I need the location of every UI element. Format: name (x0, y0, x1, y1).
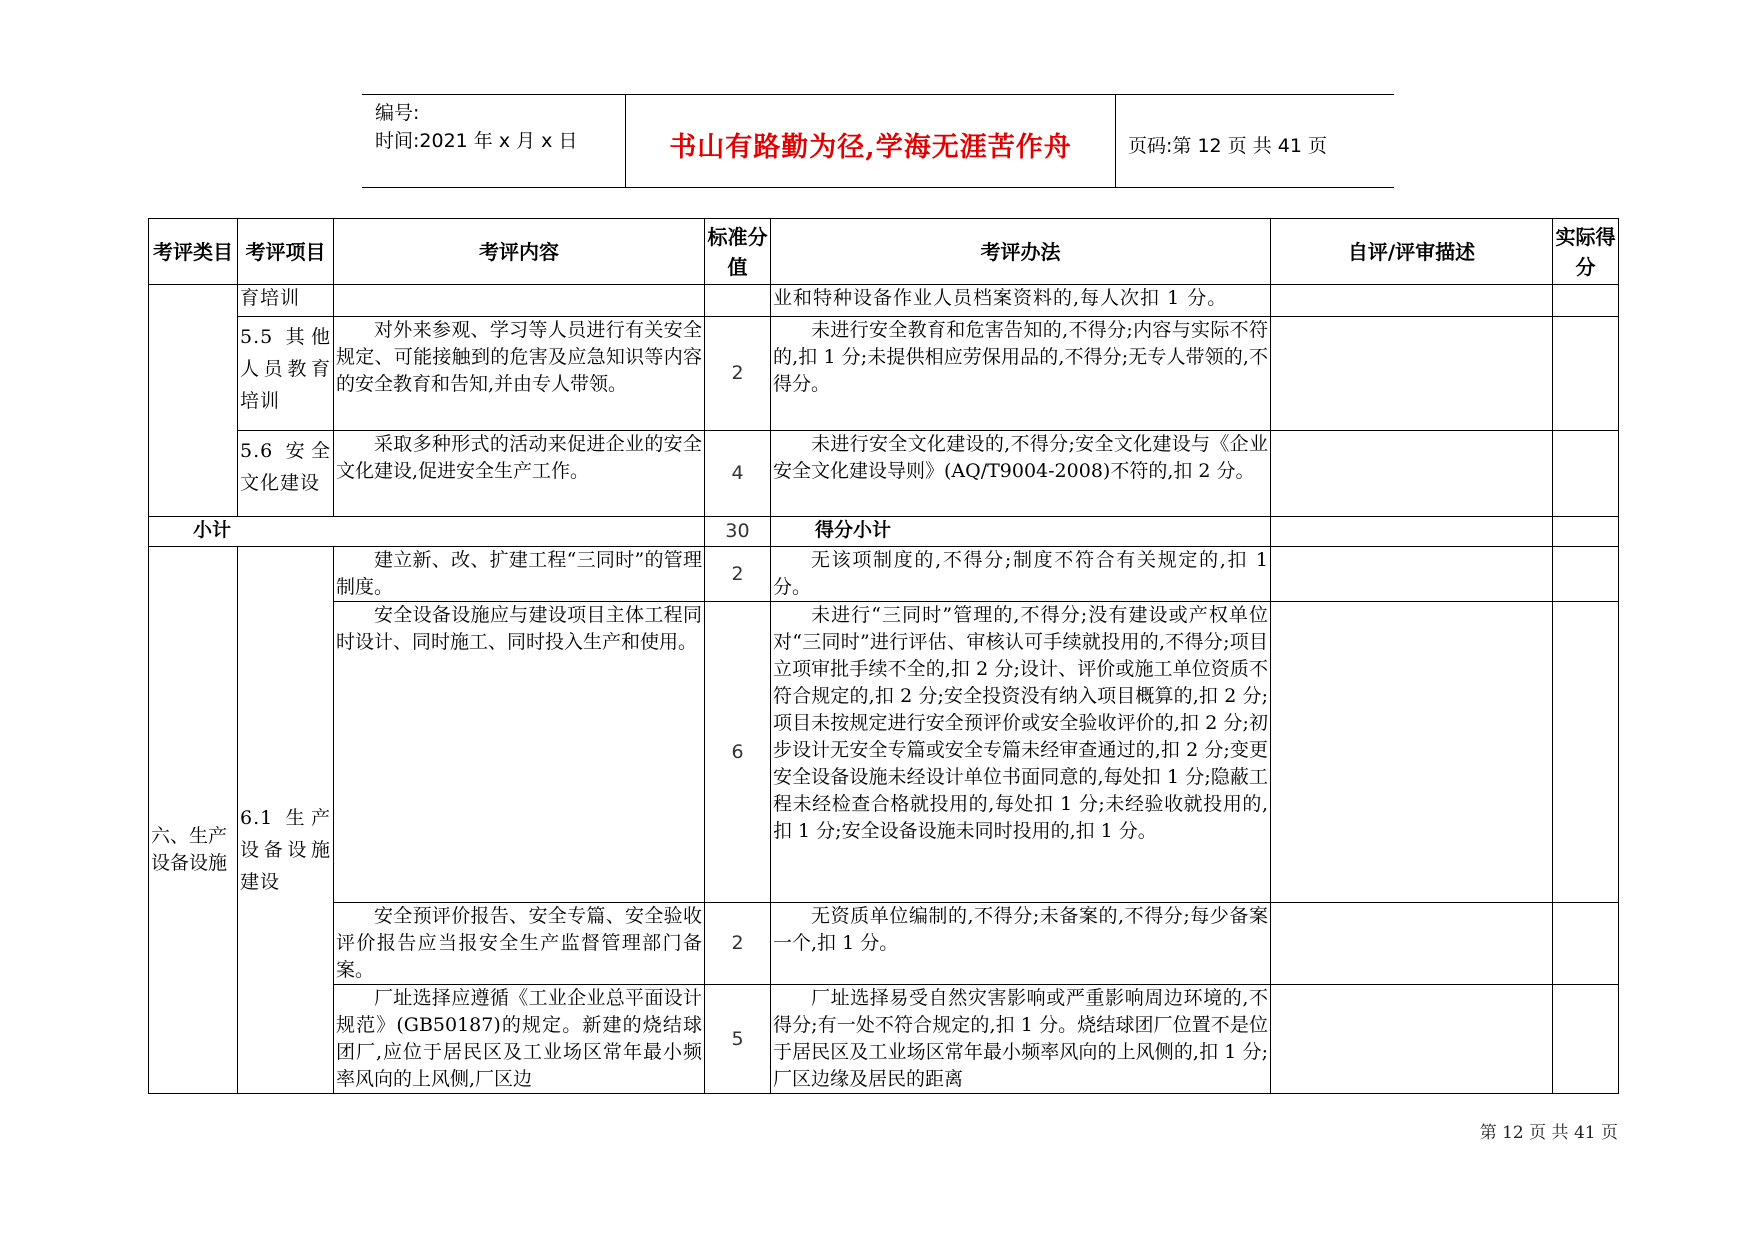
table-row (149, 985, 1619, 1094)
header-method: 考评办法 (771, 219, 1271, 285)
score-cell: 2 (705, 547, 771, 602)
item-cell: 育培训 (238, 285, 334, 317)
header-motto: 书山有路勤为径,学海无涯苦作舟 (626, 95, 1116, 187)
score-cell: 4 (705, 431, 771, 517)
score-cell: 2 (705, 903, 771, 985)
content-cell: 建立新、改、扩建工程“三同时”的管理制度。 (334, 547, 705, 602)
actual-score-cell (1553, 602, 1619, 903)
actual-score-cell (1553, 985, 1619, 1094)
self-eval-cell (1271, 547, 1553, 602)
table-row (149, 317, 1619, 431)
page-footer: 第 12 页 共 41 页 (1479, 1123, 1618, 1143)
actual-score-cell (1553, 517, 1619, 547)
score-cell: 5 (705, 985, 771, 1094)
actual-score-cell (1553, 547, 1619, 602)
content-cell: 采取多种形式的活动来促进企业的安全文化建设,促进安全生产工作。 (334, 431, 705, 517)
subtotal-row (149, 517, 1619, 547)
content-cell: 对外来参观、学习等人员进行有关安全规定、可能接触到的危害及应急知识等内容的安全教育和告知,并由专人带领。 (334, 317, 705, 431)
table-row (149, 285, 1619, 317)
table-row (149, 431, 1619, 517)
table-header-row (149, 219, 1619, 285)
item-cell: 5.5 其他人员教育培训 (238, 317, 334, 431)
self-eval-cell (1271, 431, 1553, 517)
self-eval-cell (1271, 903, 1553, 985)
subtotal-score: 30 (705, 517, 771, 547)
item-cell: 5.6 安全文化建设 (238, 431, 334, 517)
header-content: 考评内容 (334, 219, 705, 285)
score-cell: 6 (705, 602, 771, 903)
evaluation-table (148, 218, 1619, 1094)
content-cell: 安全预评价报告、安全专篇、安全验收评价报告应当报安全生产监督管理部门备案。 (334, 903, 705, 985)
actual-score-cell (1553, 285, 1619, 317)
header-item: 考评项目 (238, 219, 334, 285)
actual-score-cell (1553, 903, 1619, 985)
section6-category: 六、生产设备设施 (149, 547, 238, 1094)
self-eval-cell (1271, 517, 1553, 547)
score-cell (705, 285, 771, 317)
header-category: 考评类目 (149, 219, 238, 285)
content-cell: 厂址选择应遵循《工业企业总平面设计规范》(GB50187)的规定。新建的烧结球团厂,应位于居民区及工业场区常年最小频率风向的上风侧,厂区边 (334, 985, 705, 1094)
category-cell-empty (149, 285, 238, 517)
header-meta (362, 95, 626, 187)
actual-score-cell (1553, 431, 1619, 517)
method-cell: 业和特种设备作业人员档案资料的,每人次扣 1 分。 (771, 285, 1271, 317)
self-eval-cell (1271, 602, 1553, 903)
score-cell: 2 (705, 317, 771, 431)
header-self-eval: 自评/评审描述 (1271, 219, 1553, 285)
page-header (362, 94, 1394, 188)
content-cell (334, 285, 705, 317)
method-cell: 厂址选择易受自然灾害影响或严重影响周边环境的,不得分;有一处不符合规定的,扣 1 分。烧结球团厂位置不是位于居民区及工业场区常年最小频率风向的上风侧的,扣 1 分;厂区边缘及居民的距离 (771, 985, 1271, 1094)
subtotal-label: 小计 (149, 517, 705, 547)
self-eval-cell (1271, 317, 1553, 431)
method-cell: 未进行“三同时”管理的,不得分;没有建设或产权单位对“三同时”进行评估、审核认可手续就投用的,不得分;项目立项审批手续不全的,扣 2 分;设计、评价或施工单位资质不符合规定的,扣 2 分;安全投资没有纳入项目概算的,扣 2 分;项目未按规定进行安全预评价或安全验收评价的,扣 2 分;初步设计无安全专篇或安全专篇未经审查通过的,扣 2 分;变更安全设备设施未经设计单位书面同意的,每处扣 1 分;隐蔽工程未经检查合格就投用的,每处扣 1 分;未经验收就投用的,扣 1 分;安全设备设施未同时投用的,扣 1 分。 (771, 602, 1271, 903)
table-row (149, 903, 1619, 985)
header-page-label: 页码:第 12 页 共 41 页 (1128, 134, 1327, 157)
table-row (149, 547, 1619, 602)
number-label: 编号: (375, 102, 420, 124)
self-eval-cell (1271, 985, 1553, 1094)
method-cell: 无资质单位编制的,不得分;未备案的,不得分;每少备案一个,扣 1 分。 (771, 903, 1271, 985)
method-cell: 未进行安全文化建设的,不得分;安全文化建设与《企业安全文化建设导则》(AQ/T9004-2008)不符的,扣 2 分。 (771, 431, 1271, 517)
time-label: 时间:2021 年 x 月 x 日 (375, 130, 578, 152)
section6-item: 6.1 生产设备设施建设 (238, 547, 334, 1094)
table-row (149, 602, 1619, 903)
header-actual: 实际得分 (1553, 219, 1619, 285)
method-cell: 未进行安全教育和危害告知的,不得分;内容与实际不符的,扣 1 分;未提供相应劳保用品的,不得分;无专人带领的,不得分。 (771, 317, 1271, 431)
self-eval-cell (1271, 285, 1553, 317)
content-cell: 安全设备设施应与建设项目主体工程同时设计、同时施工、同时投入生产和使用。 (334, 602, 705, 903)
header-score: 标准分值 (705, 219, 771, 285)
subtotal-method-label: 得分小计 (771, 517, 1271, 547)
actual-score-cell (1553, 317, 1619, 431)
method-cell: 无该项制度的,不得分;制度不符合有关规定的,扣 1 分。 (771, 547, 1271, 602)
